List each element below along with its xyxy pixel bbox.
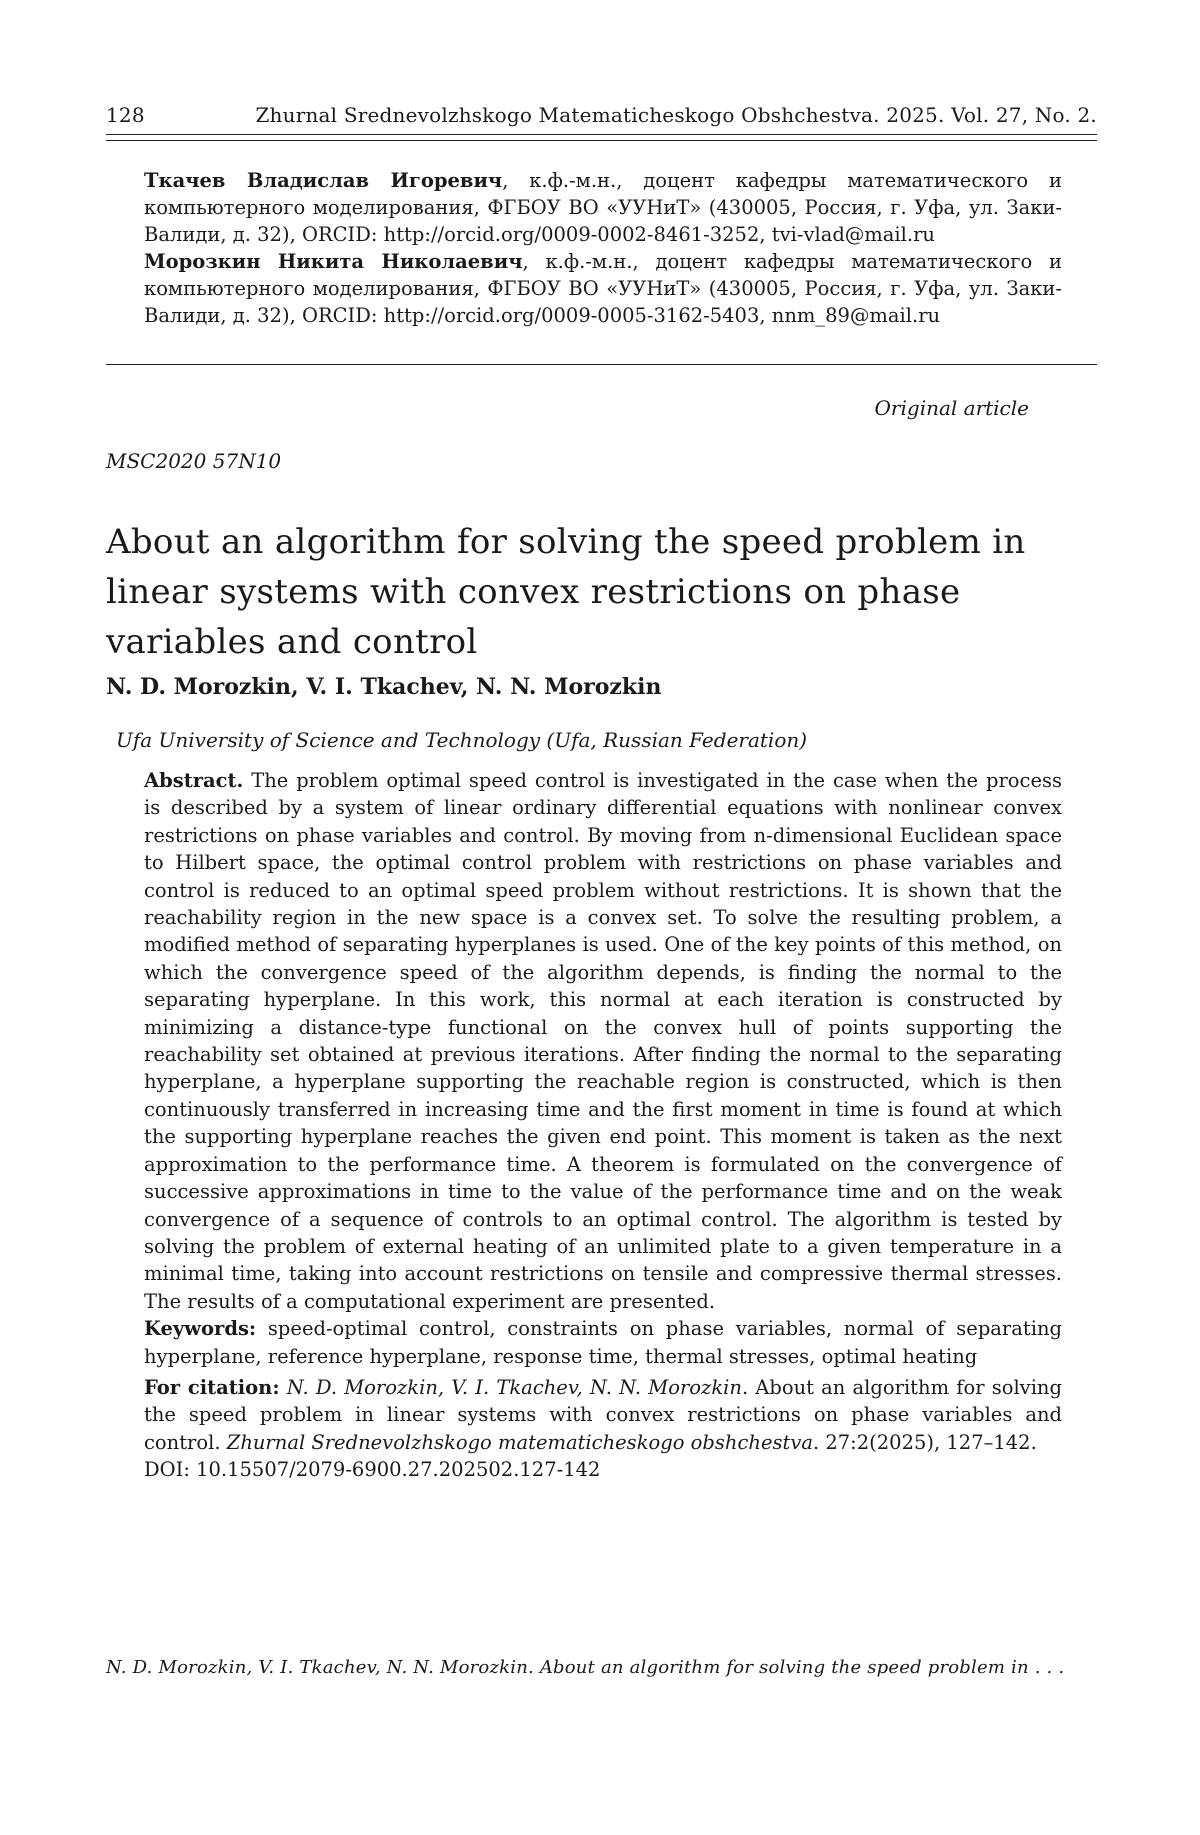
author-info-entry	[144, 248, 1062, 329]
journal-name: Zhurnal Srednevolzhskogo Matematicheskogo Obshchestva. 2025. Vol. 27, No. 2.	[255, 103, 1097, 127]
keywords	[144, 1315, 1062, 1370]
author-name: Ткачев Владислав Игоревич	[144, 169, 503, 192]
author-name: Морозкин Никита Николаевич	[144, 250, 523, 273]
citation-authors: N. D. Morozkin, V. I. Tkachev, N. N. Morozkin	[279, 1375, 742, 1399]
citation-label: For citation:	[144, 1375, 280, 1399]
citation-issue: . 27:2(2025), 127–142.	[812, 1430, 1037, 1454]
author-byline: N. D. Morozkin, V. I. Tkachev, N. N. Morozkin	[106, 674, 662, 700]
author-details: , к.ф.-м.н., доцент кафедры математического и компьютерного моделирования, ФГБОУ ВО «УУНиТ» (430005, Россия, г. Уфа, ул. Заки-Валиди, д. 32), ORCID: http://orcid.org/0009-0002-8461-3252, tvi-vlad@mail.ru	[144, 169, 1063, 246]
page-footer: N. D. Morozkin, V. I. Tkachev, N. N. Morozkin. About an algorithm for solving the speed problem in . . .	[106, 1657, 1065, 1678]
author-details: , к.ф.-м.н., доцент кафедры математического и компьютерного моделирования, ФГБОУ ВО «УУНиТ» (430005, Россия, г. Уфа, ул. Заки-Валиди, д. 32), ORCID: http://orcid.org/0009-0005-3162-5403, nnm_89@mail.ru	[144, 250, 1062, 327]
abstract-label: Abstract.	[144, 769, 244, 792]
keywords-text: speed-optimal control, constraints on phase variables, normal of separating hyperplane, reference hyperplane, response time, thermal stresses, optimal heating	[144, 1317, 1062, 1368]
header-rule-bottom	[106, 140, 1097, 141]
section-divider	[106, 364, 1097, 365]
page-number: 128	[106, 103, 145, 127]
citation-doi[interactable]: DOI: 10.15507/2079-6900.27.202502.127-142	[144, 1458, 601, 1482]
header-rule-top	[106, 134, 1097, 135]
citation-title: . About an algorithm for solving the speed problem in linear systems with convex restrictions on phase variables and control.	[144, 1375, 1062, 1454]
abstract-block	[144, 767, 1062, 1484]
citation-journal: Zhurnal Srednevolzhskogo matematicheskogo obshchestva	[226, 1430, 813, 1454]
article-type: Original article	[874, 396, 1029, 420]
abstract-text: The problem optimal speed control is investigated in the case when the process is described by a system of linear ordinary differential equations with nonlinear convex restrictions on phase variables and control. By moving from n-dimensional Euclidean space to Hilbert space, the optimal control problem with restrictions on phase variables and control is reduced to an optimal speed problem without restrictions. It is shown that the reachability region in the new space is a convex set. To solve the resulting problem, a modified method of separating hyperplanes is used. One of the key points of this method, on which the convergence speed of the algorithm depends, is finding the normal to the separating hyperplane. In this work, this normal at each iteration is constructed by minimizing a distance-type functional on the convex hull of points supporting the reachability set obtained at previous iterations. After finding the normal to the separating hyperplane, a hyperplane supporting the reachable region is constructed, which is then continuously transferred in increasing time and the first moment in time is found at which the supporting hyperplane reaches the given end point. This moment is taken as the next approximation to the performance time. A theorem is formulated on the convergence of successive approximations in time to the value of the performance time and on the weak convergence of a sequence of controls to an optimal control. The algorithm is tested by solving the problem of external heating of an unlimited plate to a given temperature in a minimal time, taking into account restrictions on tensile and compressive thermal stresses. The results of a computational experiment are presented.	[144, 769, 1062, 1313]
citation	[144, 1374, 1062, 1484]
abstract	[144, 767, 1062, 1315]
msc-code: MSC2020 57N10	[106, 449, 282, 473]
author-info-entry	[144, 167, 1062, 248]
running-head	[106, 103, 1097, 127]
authors-info	[144, 167, 1062, 329]
keywords-label: Keywords:	[144, 1317, 257, 1341]
affiliation: Ufa University of Science and Technology (Ufa, Russian Federation)	[116, 728, 808, 752]
paper-title: About an algorithm for solving the speed problem in linear systems with convex restrictions on phase variables and control	[106, 522, 1026, 662]
